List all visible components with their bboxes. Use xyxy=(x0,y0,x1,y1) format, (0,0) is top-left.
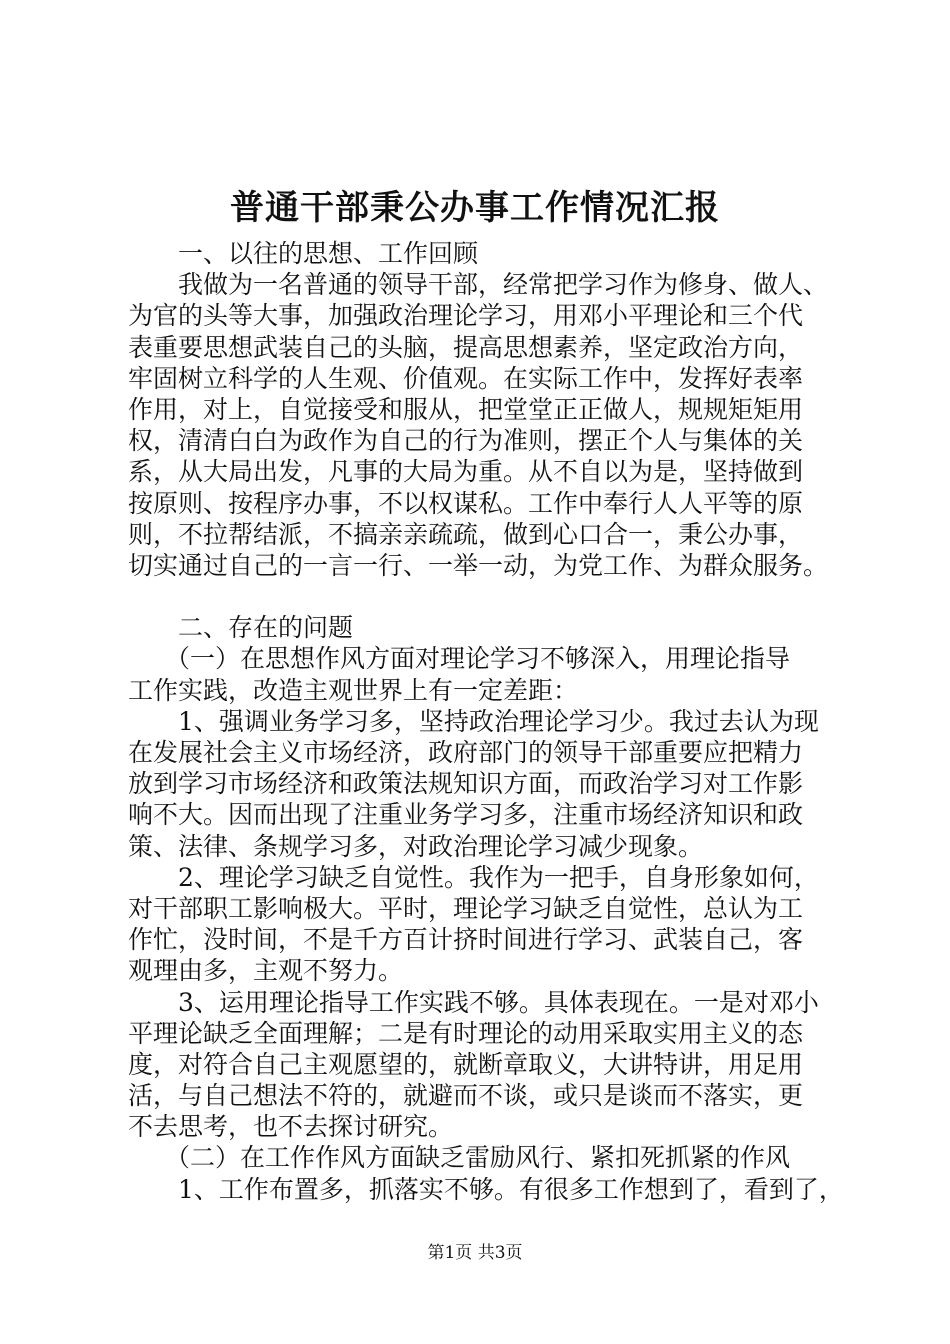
paragraph-line: 作忙，没时间，不是千方百计挤时间进行学习、武装自己，客 xyxy=(128,925,804,955)
paragraph-line: 我做为一名普通的领导干部，经常把学习作为修身、做人、 xyxy=(178,270,829,300)
paragraph-line: 1、强调业务学习多，坚持政治理论学习少。我过去认为现 xyxy=(178,706,819,736)
paragraph-line: 放到学习市场经济和政策法规知识方面，而政治学习对工作影 xyxy=(128,769,804,799)
paragraph-line: 切实通过自己的一言一行、一举一动，为党工作、为群众服务。 xyxy=(128,550,829,580)
paragraph-line: 作用，对上，自觉接受和服从，把堂堂正正做人，规规矩矩用 xyxy=(128,394,804,424)
section-heading: 一、以往的思想、工作回顾 xyxy=(178,239,479,268)
paragraph-line: 2、理论学习缺乏自觉性。我作为一把手，自身形象如何， xyxy=(178,862,819,892)
paragraph-line: 对干部职工影响极大。平时，理论学习缺乏自觉性，总认为工 xyxy=(128,893,804,923)
paragraph-line: 则，不拉帮结派，不搞亲亲疏疏，做到心口合一，秉公办事， xyxy=(128,519,804,549)
paragraph-line: 牢固树立科学的人生观、价值观。在实际工作中，发挥好表率 xyxy=(128,363,804,393)
paragraph-line: 3、运用理论指导工作实践不够。具体表现在。一是对邓小 xyxy=(178,987,819,1017)
paragraph-line: 在发展社会主义市场经济，政府部门的领导干部重要应把精力 xyxy=(128,738,804,767)
paragraph-line: 系，从大局出发，凡事的大局为重。从不自以为是，坚持做到 xyxy=(128,457,804,487)
paragraph-line: 按原则、按程序办事，不以权谋私。工作中奉行人人平等的原 xyxy=(128,488,804,518)
paragraph-line: 活，与自己想法不符的，就避而不谈，或只是谈而不落实，更 xyxy=(128,1081,804,1111)
paragraph-line: 不去思考，也不去探讨研究。 xyxy=(128,1112,454,1142)
paragraph-line: 策、法律、条规学习多，对政治理论学习减少现象。 xyxy=(128,831,704,861)
document-body xyxy=(128,238,844,1205)
paragraph-line: 权，清清白白为政作为自己的行为准则，摆正个人与集体的关 xyxy=(128,426,804,456)
section-heading: 二、存在的问题 xyxy=(178,613,354,643)
paragraph-line: 为官的头等大事，加强政治理论学习，用邓小平理论和三个代 xyxy=(128,301,804,331)
subsection-heading: （二）在工作作风方面缺乏雷励风行、紧扣死抓紧的作风 xyxy=(165,1143,791,1173)
paragraph-gap xyxy=(128,581,838,612)
paragraph-line: 观理由多，主观不努力。 xyxy=(128,956,404,986)
document-title: 普通干部秉公办事工作情况汇报 xyxy=(230,188,720,228)
paragraph-line: 工作实践，改造主观世界上有一定差距： xyxy=(128,675,579,705)
paragraph-line: 响不大。因而出现了注重业务学习多，注重市场经济知识和政 xyxy=(128,800,804,830)
paragraph-line: 平理论缺乏全面理解；二是有时理论的动用采取实用主义的态 xyxy=(128,1018,804,1048)
page-number-footer: 第1页 共3页 xyxy=(427,1243,523,1263)
paragraph-line: 表重要思想武装自己的头脑，提高思想素养，坚定政治方向， xyxy=(128,332,804,362)
paragraph-line: 1、工作布置多，抓落实不够。有很多工作想到了，看到了， xyxy=(178,1174,844,1204)
paragraph-line: 度，对符合自己主观愿望的，就断章取义，大讲特讲，用足用 xyxy=(128,1049,804,1079)
subsection-heading: （一）在思想作风方面对理论学习不够深入，用理论指导 xyxy=(165,644,791,674)
